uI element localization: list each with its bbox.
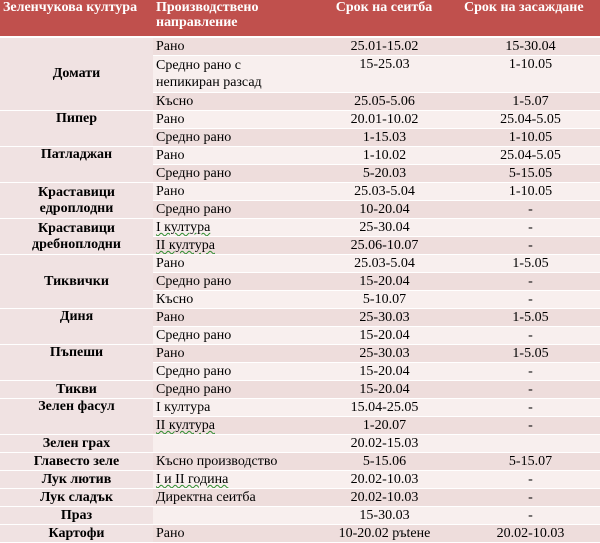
sowing-cell: 20.02-10.03 — [308, 471, 461, 489]
crop-cell: Зелен грах — [0, 435, 153, 453]
crop-cell: Домати — [0, 37, 153, 111]
direction-cell: I и II година — [153, 471, 308, 489]
sowing-cell: 25.01-15.02 — [308, 37, 461, 56]
direction-cell: Рано — [153, 345, 308, 363]
planting-cell: 25.04-5.05 — [461, 111, 600, 129]
table-row — [0, 219, 600, 237]
sowing-cell: 20.02-15.03 — [308, 435, 461, 453]
direction-cell — [153, 507, 308, 525]
table-row — [0, 489, 600, 507]
planting-cell: 5-15.07 — [461, 453, 600, 471]
sowing-cell: 10-20.02 ръtене — [308, 525, 461, 543]
sowing-cell: 1-10.02 — [308, 147, 461, 165]
direction-cell: Средно рано — [153, 363, 308, 381]
planting-cell: - — [461, 507, 600, 525]
planting-cell: - — [461, 273, 600, 291]
sowing-cell: 25-30.03 — [308, 345, 461, 363]
planting-cell: - — [461, 489, 600, 507]
direction-cell: Рано — [153, 183, 308, 201]
direction-cell: II култура — [153, 417, 308, 435]
table-row — [0, 147, 600, 165]
sowing-cell: 15-20.04 — [308, 363, 461, 381]
planting-cell: 1-10.05 — [461, 129, 600, 147]
sowing-cell: 15-20.04 — [308, 381, 461, 399]
table-row — [0, 435, 600, 453]
crop-cell: Лук лютив — [0, 471, 153, 489]
direction-cell: II култура — [153, 237, 308, 255]
direction-cell: Късно — [153, 93, 308, 111]
table-row — [0, 453, 600, 471]
crop-cell: Праз — [0, 507, 153, 525]
sowing-cell: 5-20.03 — [308, 165, 461, 183]
planting-cell: - — [461, 237, 600, 255]
table-row — [0, 309, 600, 327]
direction-cell — [153, 435, 308, 453]
sowing-cell: 25.05-5.06 — [308, 93, 461, 111]
planting-cell: 25.04-5.05 — [461, 147, 600, 165]
crop-cell: Пъпеши — [0, 345, 153, 381]
sowing-cell: 5-15.06 — [308, 453, 461, 471]
planting-cell: - — [461, 327, 600, 345]
planting-cell: 20.02-10.03 — [461, 525, 600, 543]
crop-cell: Зелен фасул — [0, 399, 153, 435]
table-row — [0, 183, 600, 201]
crop-cell: Краставици едроплодни — [0, 183, 153, 219]
direction-cell: Рано — [153, 147, 308, 165]
direction-cell: Средно рано — [153, 381, 308, 399]
direction-cell: Късно — [153, 291, 308, 309]
direction-cell: Рано — [153, 255, 308, 273]
header-crop: Зеленчукова култура — [0, 0, 153, 37]
sowing-cell: 25.03-5.04 — [308, 255, 461, 273]
table-row — [0, 471, 600, 489]
sowing-cell: 25.06-10.07 — [308, 237, 461, 255]
sowing-cell: 10-20.04 — [308, 201, 461, 219]
planting-cell — [461, 435, 600, 453]
header-row — [0, 0, 600, 37]
sowing-cell: 15-30.03 — [308, 507, 461, 525]
direction-cell: Рано — [153, 309, 308, 327]
sowing-cell: 1-20.07 — [308, 417, 461, 435]
sowing-cell: 25.03-5.04 — [308, 183, 461, 201]
direction-cell: Средно рано — [153, 165, 308, 183]
planting-cell: - — [461, 201, 600, 219]
planting-cell: 1-5.05 — [461, 309, 600, 327]
table-row — [0, 381, 600, 399]
crop-cell: Патладжан — [0, 147, 153, 183]
crop-cell: Пипер — [0, 111, 153, 147]
sowing-cell: 15-20.04 — [308, 327, 461, 345]
planting-cell: - — [461, 363, 600, 381]
sowing-cell: 5-10.07 — [308, 291, 461, 309]
planting-cell: 1-5.05 — [461, 345, 600, 363]
direction-cell: Рано — [153, 525, 308, 543]
direction-cell: Средно рано — [153, 201, 308, 219]
sowing-cell: 15-25.03 — [308, 56, 461, 93]
crop-cell: Диня — [0, 309, 153, 345]
direction-cell: Късно производство — [153, 453, 308, 471]
direction-cell: I култура — [153, 399, 308, 417]
planting-cell: 1-10.05 — [461, 56, 600, 93]
crop-cell: Тикви — [0, 381, 153, 399]
direction-cell: Средно рано — [153, 273, 308, 291]
planting-cell: - — [461, 219, 600, 237]
sowing-cell: 20.02-10.03 — [308, 489, 461, 507]
planting-cell: 1-10.05 — [461, 183, 600, 201]
planting-cell: 15-30.04 — [461, 37, 600, 56]
table-row — [0, 255, 600, 273]
crop-cell: Картофи — [0, 525, 153, 543]
sowing-cell: 15-20.04 — [308, 273, 461, 291]
table-row — [0, 345, 600, 363]
planting-cell: - — [461, 417, 600, 435]
header-direction: Производствено направление — [153, 0, 308, 37]
direction-cell: I култура — [153, 219, 308, 237]
header-planting: Срок на засаждане — [461, 0, 600, 37]
crop-cell: Главесто зеле — [0, 453, 153, 471]
planting-cell: - — [461, 381, 600, 399]
planting-cell: - — [461, 399, 600, 417]
planting-cell: 5-15.05 — [461, 165, 600, 183]
direction-cell: Средно рано — [153, 327, 308, 345]
crop-cell: Тиквички — [0, 255, 153, 309]
table-row — [0, 37, 600, 56]
sowing-cell: 15.04-25.05 — [308, 399, 461, 417]
planting-cell: - — [461, 471, 600, 489]
direction-cell: Средно рано — [153, 129, 308, 147]
table-row — [0, 507, 600, 525]
direction-cell: Рано — [153, 111, 308, 129]
sowing-cell: 1-15.03 — [308, 129, 461, 147]
table-row — [0, 399, 600, 417]
table-row — [0, 111, 600, 129]
planting-cell: - — [461, 291, 600, 309]
crop-cell: Лук сладък — [0, 489, 153, 507]
crop-cell: Краставици дребноплодни — [0, 219, 153, 255]
direction-cell: Средно рано с непикиран разсад — [153, 56, 308, 93]
sowing-cell: 25-30.04 — [308, 219, 461, 237]
planting-cell: 1-5.05 — [461, 255, 600, 273]
planting-cell: 1-5.07 — [461, 93, 600, 111]
header-sowing: Срок на сеитба — [308, 0, 461, 37]
direction-cell: Рано — [153, 37, 308, 56]
sowing-cell: 25-30.03 — [308, 309, 461, 327]
sowing-cell: 20.01-10.02 — [308, 111, 461, 129]
direction-cell: Директна сеитба — [153, 489, 308, 507]
